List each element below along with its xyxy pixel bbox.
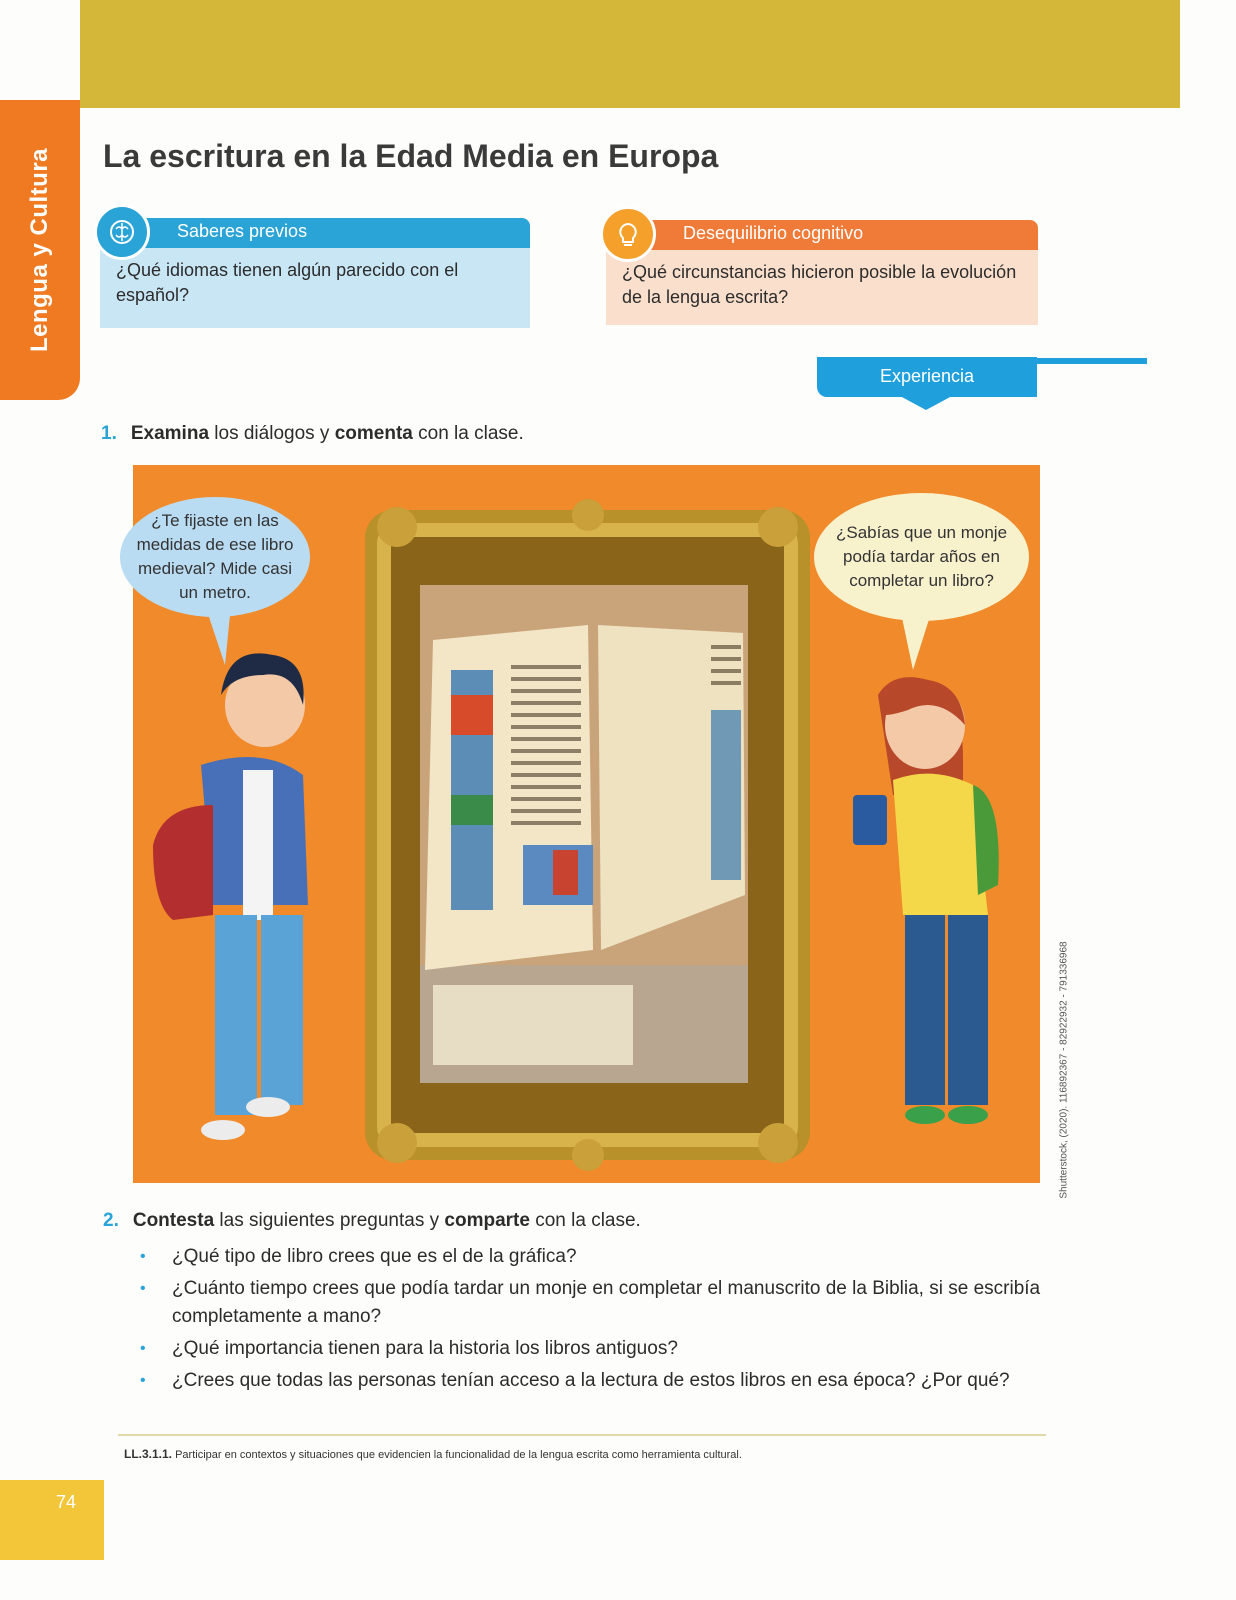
saberes-previos-header: [122, 218, 530, 248]
section-tab: [0, 100, 80, 400]
speech-bubble-boy: [120, 497, 310, 617]
footer-skill-code: LL.3.1.1.: [124, 1447, 173, 1461]
activity-2-instruction: [103, 1210, 641, 1232]
manuscript-photo: [420, 585, 748, 1083]
speech-bubble-boy-text: ¿Te fijaste en las medidas de ese libro medieval? Mide casi un metro.: [136, 511, 294, 602]
section-tab-label: Lengua y Cultura: [26, 147, 53, 353]
question-item: • ¿Cuánto tiempo crees que podía tardar un monje en completar el manuscrito de la Biblia, si se escribía completamente a mano?: [140, 1275, 1060, 1331]
activity-2-text-end: con la clase.: [529, 1210, 641, 1231]
footer-skill-text: Participar en contextos y situaciones que evidencien la funcionalidad de la lengua escrita como herramienta cultural.: [175, 1449, 742, 1461]
desequilibrio-cognitivo-question: ¿Qué circunstancias hicieron posible la evolución de la lengua escrita?: [622, 262, 1017, 307]
saberes-previos-box: [100, 218, 530, 328]
speech-bubble-girl-text: ¿Sabías que un monje podía tardar años en completar un libro?: [835, 523, 1008, 590]
activity-2-verb-contesta: Contesta: [132, 1210, 215, 1231]
activity-1-instruction: [101, 423, 524, 445]
page-number-box: [0, 1480, 104, 1560]
activity-1-verb-comenta: comenta: [334, 423, 413, 444]
experiencia-banner: Experiencia: [817, 357, 1037, 397]
experiencia-line: [1035, 358, 1147, 364]
saberes-previos-label: Saberes previos: [177, 221, 308, 241]
question-list: [140, 1243, 1060, 1399]
speech-bubble-girl: [814, 493, 1029, 621]
activity-2-number: 2.: [103, 1210, 119, 1231]
top-color-band: [80, 0, 1180, 108]
activity-1-verb-examina: Examina: [130, 423, 210, 444]
footer-skill: [124, 1447, 742, 1461]
activity-1-text-end: con la clase.: [412, 423, 524, 444]
activity-2-verb-comparte: comparte: [444, 1210, 530, 1231]
experiencia-pointer: [900, 396, 952, 410]
brain-icon: [94, 204, 150, 260]
activity-1-text-middle: los diálogos y: [209, 423, 335, 444]
desequilibrio-cognitivo-header: [628, 220, 1038, 250]
image-credit: Shutterstock, (2020). 116892367 - 82922932 - 791336968: [1058, 941, 1070, 1199]
desequilibrio-cognitivo-label: Desequilibrio cognitivo: [683, 223, 864, 243]
saberes-previos-question: ¿Qué idiomas tienen algún parecido con el español?: [116, 260, 459, 305]
question-item: • ¿Crees que todas las personas tenían acceso a la lectura de estos libros en esa época? ¿Por qué?: [140, 1367, 1060, 1395]
lightbulb-icon: [600, 206, 656, 262]
question-item: • ¿Qué importancia tienen para la historia los libros antiguos?: [140, 1335, 1060, 1363]
activity-2-text-middle: las siguientes preguntas y: [214, 1210, 445, 1231]
footer-divider: [118, 1434, 1046, 1436]
page-number: 74: [56, 1492, 77, 1512]
page-title: La escritura en la Edad Media en Europa: [103, 138, 719, 174]
activity-1-number: 1.: [101, 423, 117, 444]
desequilibrio-cognitivo-box: [606, 220, 1038, 325]
question-item: • ¿Qué tipo de libro crees que es el de la gráfica?: [140, 1243, 1060, 1271]
